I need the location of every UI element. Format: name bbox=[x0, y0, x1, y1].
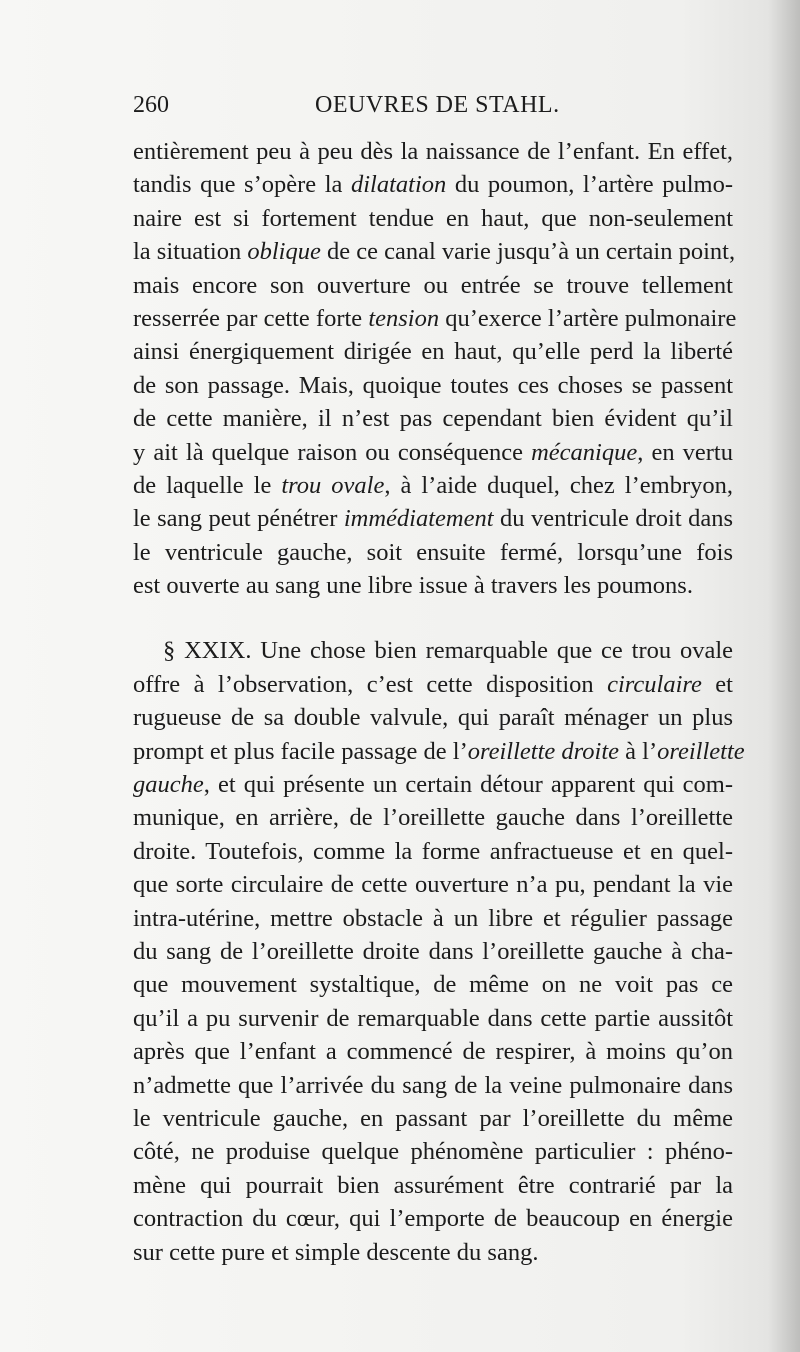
text-line: de son passage. Mais, quoique toutes ces choses se passent bbox=[133, 371, 733, 399]
text-line: après que l’enfant a commencé de respirer, à moins qu’on bbox=[133, 1038, 733, 1066]
text-line: le sang peut pénétrer immédiatement du ventricule droit dans bbox=[133, 505, 733, 533]
text-line: prompt et plus facile passage de l’oreillette droite à l’oreillette bbox=[133, 737, 745, 765]
italic-term: dilatation bbox=[350, 171, 447, 199]
page-header bbox=[133, 92, 733, 126]
text-line: § XXIX. Une chose bien remarquable que ce trou ovale bbox=[163, 637, 733, 665]
italic-term: oreillette bbox=[657, 737, 745, 765]
text-line: du sang de l’oreillette droite dans l’oreillette gauche à cha- bbox=[133, 937, 733, 965]
text-line: y ait là quelque raison ou conséquence mécanique, en vertu bbox=[133, 438, 733, 466]
text-line: gauche, et qui présente un certain détour apparent qui com- bbox=[133, 771, 733, 799]
text-line: de laquelle le trou ovale, à l’aide duquel, chez l’embryon, bbox=[133, 471, 733, 499]
text-line: offre à l’observation, c’est cette disposition circulaire et bbox=[133, 670, 733, 698]
body-text bbox=[133, 135, 745, 1269]
text-line: mène qui pourrait bien assurément être contrarié par la bbox=[133, 1171, 733, 1199]
italic-term: immédiatement bbox=[343, 505, 494, 533]
paragraph-1 bbox=[133, 135, 737, 602]
paragraph-2 bbox=[133, 634, 745, 1268]
italic-term: trou ovale bbox=[281, 471, 385, 499]
text-line: est ouverte au sang une libre issue à travers les poumons. bbox=[133, 572, 693, 600]
italic-term: oreillette droite bbox=[467, 737, 620, 765]
text-line: munique, en arrière, de l’oreillette gauche dans l’oreillette bbox=[133, 804, 733, 832]
paragraph-gap bbox=[133, 602, 733, 634]
text-line: n’admette que l’arrivée du sang de la veine pulmonaire dans bbox=[133, 1071, 733, 1099]
text-line: mais encore son ouverture ou entrée se trouve tellement bbox=[133, 271, 733, 299]
text-line: rugueuse de sa double valvule, qui paraît ménager un plus bbox=[133, 704, 733, 732]
text-line: côté, ne produise quelque phénomène particulier : phéno- bbox=[133, 1138, 733, 1166]
text-line: contraction du cœur, qui l’emporte de beaucoup en énergie bbox=[133, 1205, 733, 1233]
text-line: sur cette pure et simple descente du sang. bbox=[133, 1238, 539, 1266]
text-line: droite. Toutefois, comme la forme anfractueuse et en quel- bbox=[133, 837, 733, 865]
text-line: entièrement peu à peu dès la naissance de l’enfant. En effet, bbox=[133, 138, 733, 165]
text-line: que sorte circulaire de cette ouverture n’a pu, pendant la vie bbox=[133, 871, 733, 899]
text-line: resserrée par cette forte tension qu’exerce l’artère pulmonaire bbox=[133, 304, 737, 332]
text-line: naire est si fortement tendue en haut, que non-seulement bbox=[133, 204, 733, 232]
italic-term: tension bbox=[368, 304, 440, 332]
italic-term: circulaire bbox=[607, 670, 702, 698]
text-line: tandis que s’opère la dilatation du poumon, l’artère pulmo- bbox=[133, 171, 733, 199]
italic-term: oblique bbox=[247, 238, 321, 266]
text-line: qu’il a pu survenir de remarquable dans cette partie aussitôt bbox=[133, 1004, 733, 1032]
text-line: ainsi énergiquement dirigée en haut, qu’elle perd la liberté bbox=[133, 338, 733, 366]
running-title: OEUVRES DE STAHL. bbox=[315, 92, 560, 118]
text-line: le ventricule gauche, soit ensuite fermé, lorsqu’une fois bbox=[133, 538, 733, 566]
italic-term: mécanique bbox=[531, 438, 638, 466]
page-number: 260 bbox=[133, 92, 169, 118]
text-line: que mouvement systaltique, de même on ne voit pas ce bbox=[133, 971, 733, 999]
text-line: la situation oblique de ce canal varie jusqu’à un certain point, bbox=[133, 238, 736, 266]
text-line: le ventricule gauche, en passant par l’oreillette du même bbox=[133, 1104, 733, 1132]
italic-term: gauche bbox=[133, 771, 204, 799]
text-line: de cette manière, il n’est pas cependant bien évident qu’il bbox=[133, 405, 733, 433]
text-line: intra-utérine, mettre obstacle à un libre et régulier passage bbox=[133, 904, 733, 932]
